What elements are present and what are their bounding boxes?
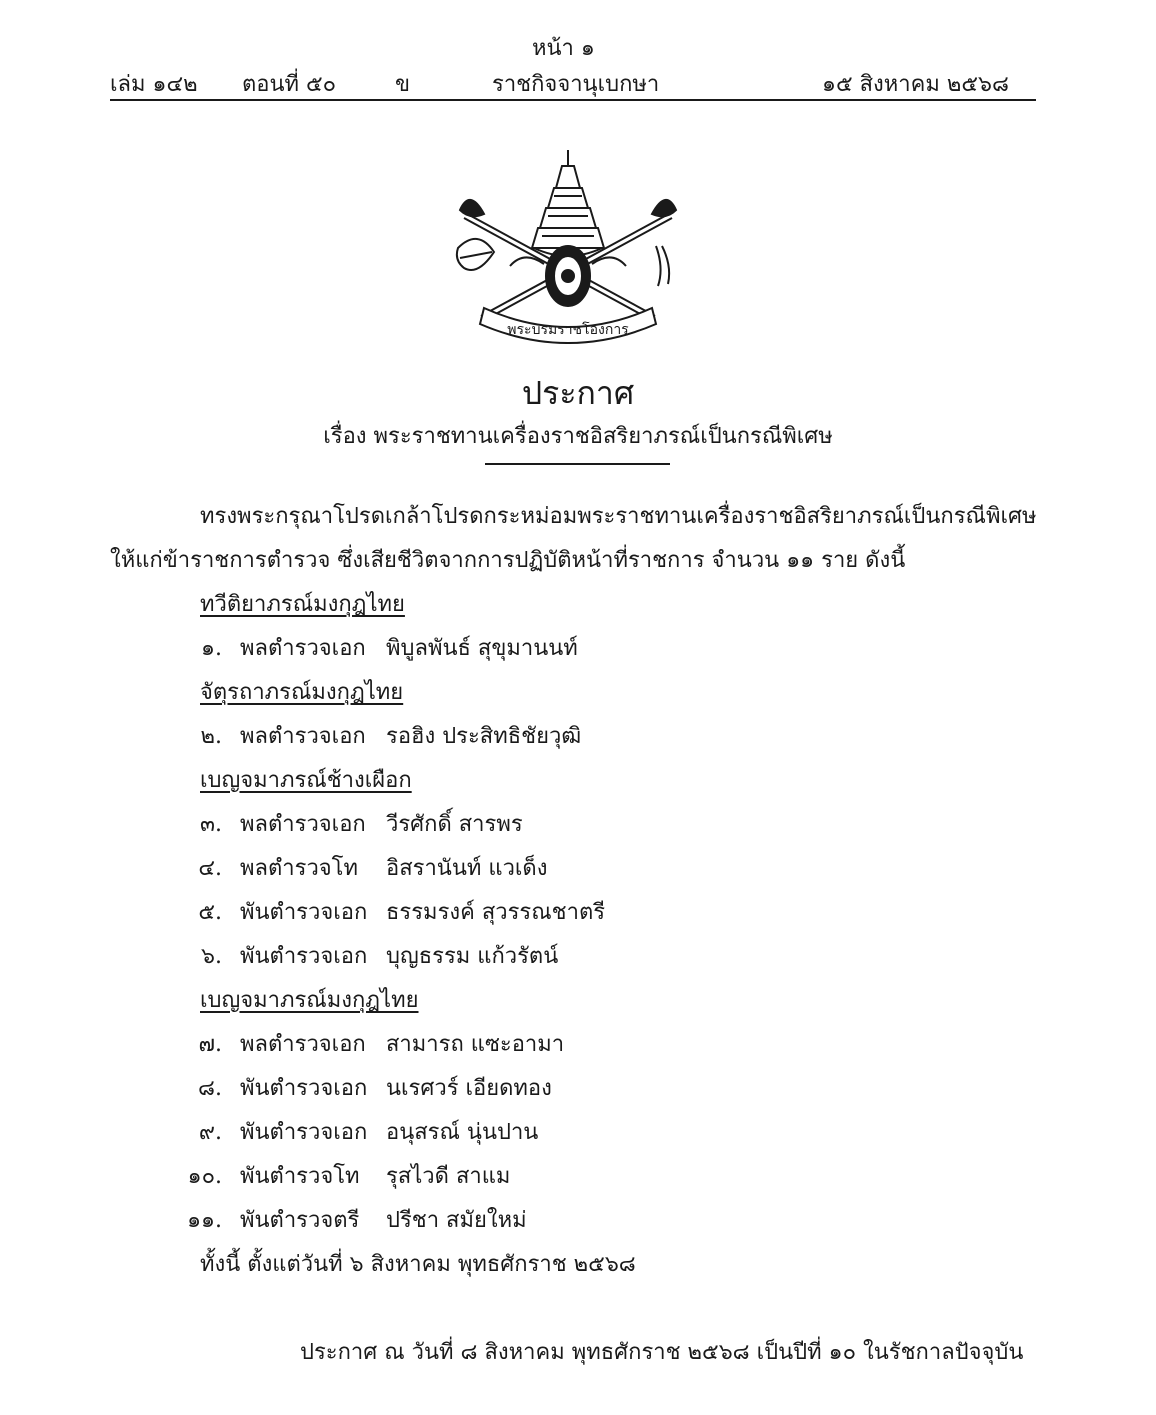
award-class-heading: ทวีติยาภรณ์มงกุฎไทย (200, 592, 405, 617)
item-number: ๙. (198, 1120, 222, 1145)
item-name: นเรศวร์ เอียดทอง (386, 1076, 552, 1101)
item-rank: พลตำรวจเอก (240, 636, 366, 661)
item-name: บุญธรรม แก้วรัตน์ (386, 944, 559, 969)
gazette-name: ราชกิจจานุเบกษา (492, 72, 660, 97)
item-number: ๑๐. (187, 1164, 222, 1189)
item-number: ๒. (200, 724, 222, 749)
item-number: ๑. (201, 636, 222, 661)
item-name: สามารถ แซะอามา (386, 1032, 565, 1057)
item-name: รุสไวดี สาแม (386, 1164, 511, 1189)
item-number: ๓. (199, 812, 222, 837)
item-number: ๘. (198, 1076, 222, 1101)
item-name: ธรรมรงค์ สุวรรณชาตรี (386, 900, 606, 925)
gazette-date: ๑๕ สิงหาคม ๒๕๖๘ (822, 72, 1009, 97)
announcement-title: ประกาศ (521, 374, 635, 412)
item-number: ๕. (198, 900, 222, 925)
item-rank: พันตำรวจเอก (240, 1120, 368, 1145)
item-number: ๑๑. (187, 1208, 222, 1233)
item-number: ๗. (198, 1032, 222, 1057)
announcement-subject: เรื่อง พระราชทานเครื่องราชอิสริยาภรณ์เป็นกรณีพิเศษ (323, 424, 833, 449)
item-rank: พันตำรวจตรี (240, 1208, 360, 1233)
page-number: หน้า ๑ (532, 36, 595, 61)
item-name: รอฮิง ประสิทธิชัยวุฒิ (386, 724, 582, 749)
effective-date: ทั้งนี้ ตั้งแต่วันที่ ๖ สิงหาคม พุทธศักราช ๒๕๖๘ (200, 1252, 636, 1277)
item-rank: พลตำรวจเอก (240, 812, 366, 837)
item-number: ๔. (198, 856, 222, 881)
volume-number: เล่ม ๑๔๒ (110, 72, 198, 97)
item-name: พิบูลพันธ์ สุขุมานนท์ (386, 636, 578, 661)
award-class-heading: จัตุรถาภรณ์มงกุฎไทย (200, 680, 404, 705)
item-rank: พลตำรวจโท (240, 856, 359, 881)
royal-seal-emblem (450, 148, 686, 344)
title-divider (485, 463, 670, 465)
announcement-date-signoff: ประกาศ ณ วันที่ ๘ สิงหาคม พุทธศักราช ๒๕๖๘ เป็นปีที่ ๑๐ ในรัชกาลปัจจุบัน (300, 1340, 1024, 1365)
item-number: ๖. (201, 944, 222, 969)
item-name: อิสรานันท์ แวเด็ง (386, 856, 548, 881)
item-rank: พันตำรวจเอก (240, 944, 368, 969)
item-name: ปรีชา สมัยใหม่ (386, 1208, 527, 1233)
item-rank: พันตำรวจโท (240, 1164, 360, 1189)
item-rank: พันตำรวจเอก (240, 900, 368, 925)
item-name: อนุสรณ์ นุ่นปาน (386, 1120, 539, 1145)
intro-line-2: ให้แก่ข้าราชการตำรวจ ซึ่งเสียชีวิตจากการปฏิบัติหน้าที่ราชการ จำนวน ๑๑ ราย ดังนี้ (110, 548, 906, 573)
award-class-heading: เบญจมาภรณ์มงกุฎไทย (200, 988, 419, 1013)
intro-line-1: ทรงพระกรุณาโปรดเกล้าโปรดกระหม่อมพระราชทานเครื่องราชอิสริยาภรณ์เป็นกรณีพิเศษ (200, 504, 1037, 529)
section-number: ตอนที่ ๕๐ (242, 72, 337, 97)
item-name: วีรศักดิ์ สารพร (386, 812, 523, 837)
award-class-heading: เบญจมาภรณ์ช้างเผือก (200, 768, 412, 793)
header-divider (110, 99, 1036, 101)
item-rank: พลตำรวจเอก (240, 1032, 366, 1057)
item-rank: พลตำรวจเอก (240, 724, 366, 749)
seal-banner-text: พระบรมราชโองการ (507, 322, 629, 338)
section-part: ข (395, 72, 411, 97)
item-rank: พันตำรวจเอก (240, 1076, 368, 1101)
